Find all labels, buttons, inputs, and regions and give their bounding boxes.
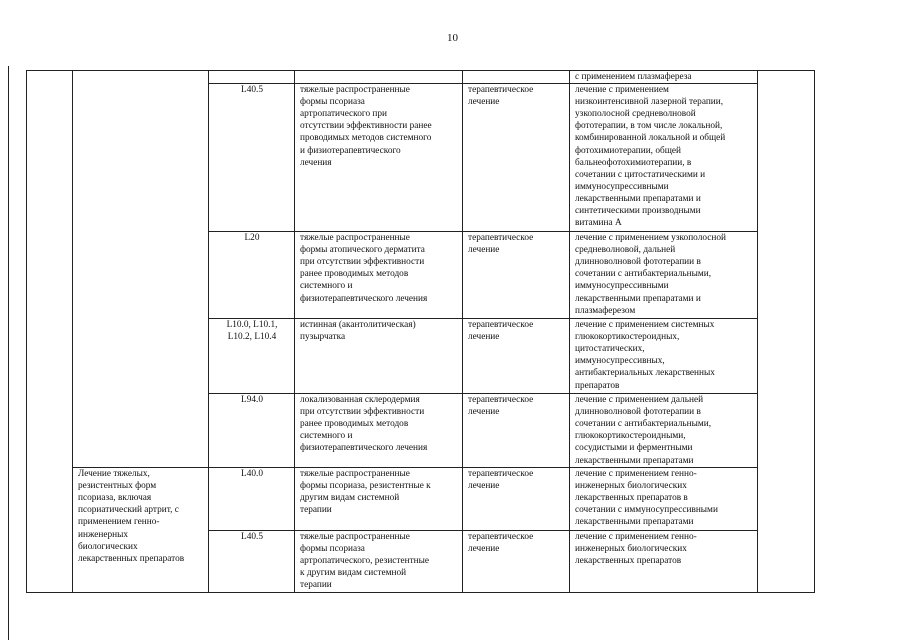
diagnosis-cell: истинная (акантолитическая) пузырчатка <box>295 319 463 394</box>
group-title-cell: Лечение тяжелых, резистентных форм псориаза, включая псориатический артрит, с применением генно- инженерных биологических лекарственных препаратов <box>73 468 209 593</box>
method-cell: лечение с применением генно- инженерных биологических лекарственных препаратов <box>570 531 758 593</box>
care-cell: терапевтическое лечение <box>463 84 570 232</box>
diagnosis-cell <box>295 71 463 84</box>
diagnosis-cell: тяжелые распространенные формы псориаза артропатического при отсутствии эффективности ранее проводимых методов системного и физиотерапевтического лечения <box>295 84 463 232</box>
page-number: 10 <box>447 32 458 44</box>
code-cell: L40.5 <box>209 531 295 593</box>
method-cell: с применением плазмафереза <box>570 71 758 84</box>
method-cell: лечение с применением дальней длинноволновой фототерапии в сочетании с антибактериальными, глюкокортикостероидными, сосудистыми и ферментными лекарственными препаратами <box>570 394 758 468</box>
diagnosis-cell: тяжелые распространенные формы атопического дерматита при отсутствии эффективности ранее проводимых методов системного и физиотерапевтического лечения <box>295 232 463 319</box>
treatment-table <box>26 70 815 593</box>
diagnosis-cell: тяжелые распространенные формы псориаза артропатического, резистентные к другим видам системной терапии <box>295 531 463 593</box>
care-cell <box>463 71 570 84</box>
table-row <box>27 468 815 531</box>
method-cell: лечение с применением низкоинтенсивной лазерной терапии, узкополосной средневолновой фототерапии, в том числе локальной, комбинированной локальной и общей фотохимиотерапии, общей бальнеофотохимиотерапии, в сочетании с цитостатическими и иммуносупрессивными лекарственными препаратами и синтетическими производными витамина А <box>570 84 758 232</box>
care-cell: терапевтическое лечение <box>463 232 570 319</box>
diagnosis-cell: тяжелые распространенные формы псориаза, резистентные к другим видам системной терапии <box>295 468 463 531</box>
table-row <box>27 71 815 84</box>
care-cell: терапевтическое лечение <box>463 394 570 468</box>
diagnosis-cell: локализованная склеродермия при отсутствии эффективности ранее проводимых методов системного и физиотерапевтического лечения <box>295 394 463 468</box>
care-cell: терапевтическое лечение <box>463 468 570 531</box>
method-cell: лечение с применением системных глюкокортикостероидных, цитостатических, иммуносупрессивных, антибактериальных лекарственных препаратов <box>570 319 758 394</box>
method-cell: лечение с применением генно- инженерных биологических лекарственных препаратов в сочетании с иммуносупрессивными лекарственными препаратами <box>570 468 758 531</box>
code-cell: L40.0 <box>209 468 295 531</box>
method-cell: лечение с применением узкополосной средневолновой, дальней длинноволновой фототерапии в сочетании с антибактериальными, иммуносупрессивными лекарственными препаратами и плазмаферезом <box>570 232 758 319</box>
code-cell: L20 <box>209 232 295 319</box>
code-cell: L10.0, L10.1, L10.2, L10.4 <box>209 319 295 394</box>
code-cell <box>209 71 295 84</box>
code-cell: L94.0 <box>209 394 295 468</box>
group-cell <box>73 71 209 468</box>
margin-line <box>8 66 9 640</box>
number-cell <box>27 71 73 593</box>
code-cell: L40.5 <box>209 84 295 232</box>
care-cell: терапевтическое лечение <box>463 531 570 593</box>
care-cell: терапевтическое лечение <box>463 319 570 394</box>
volume-cell <box>758 71 815 593</box>
